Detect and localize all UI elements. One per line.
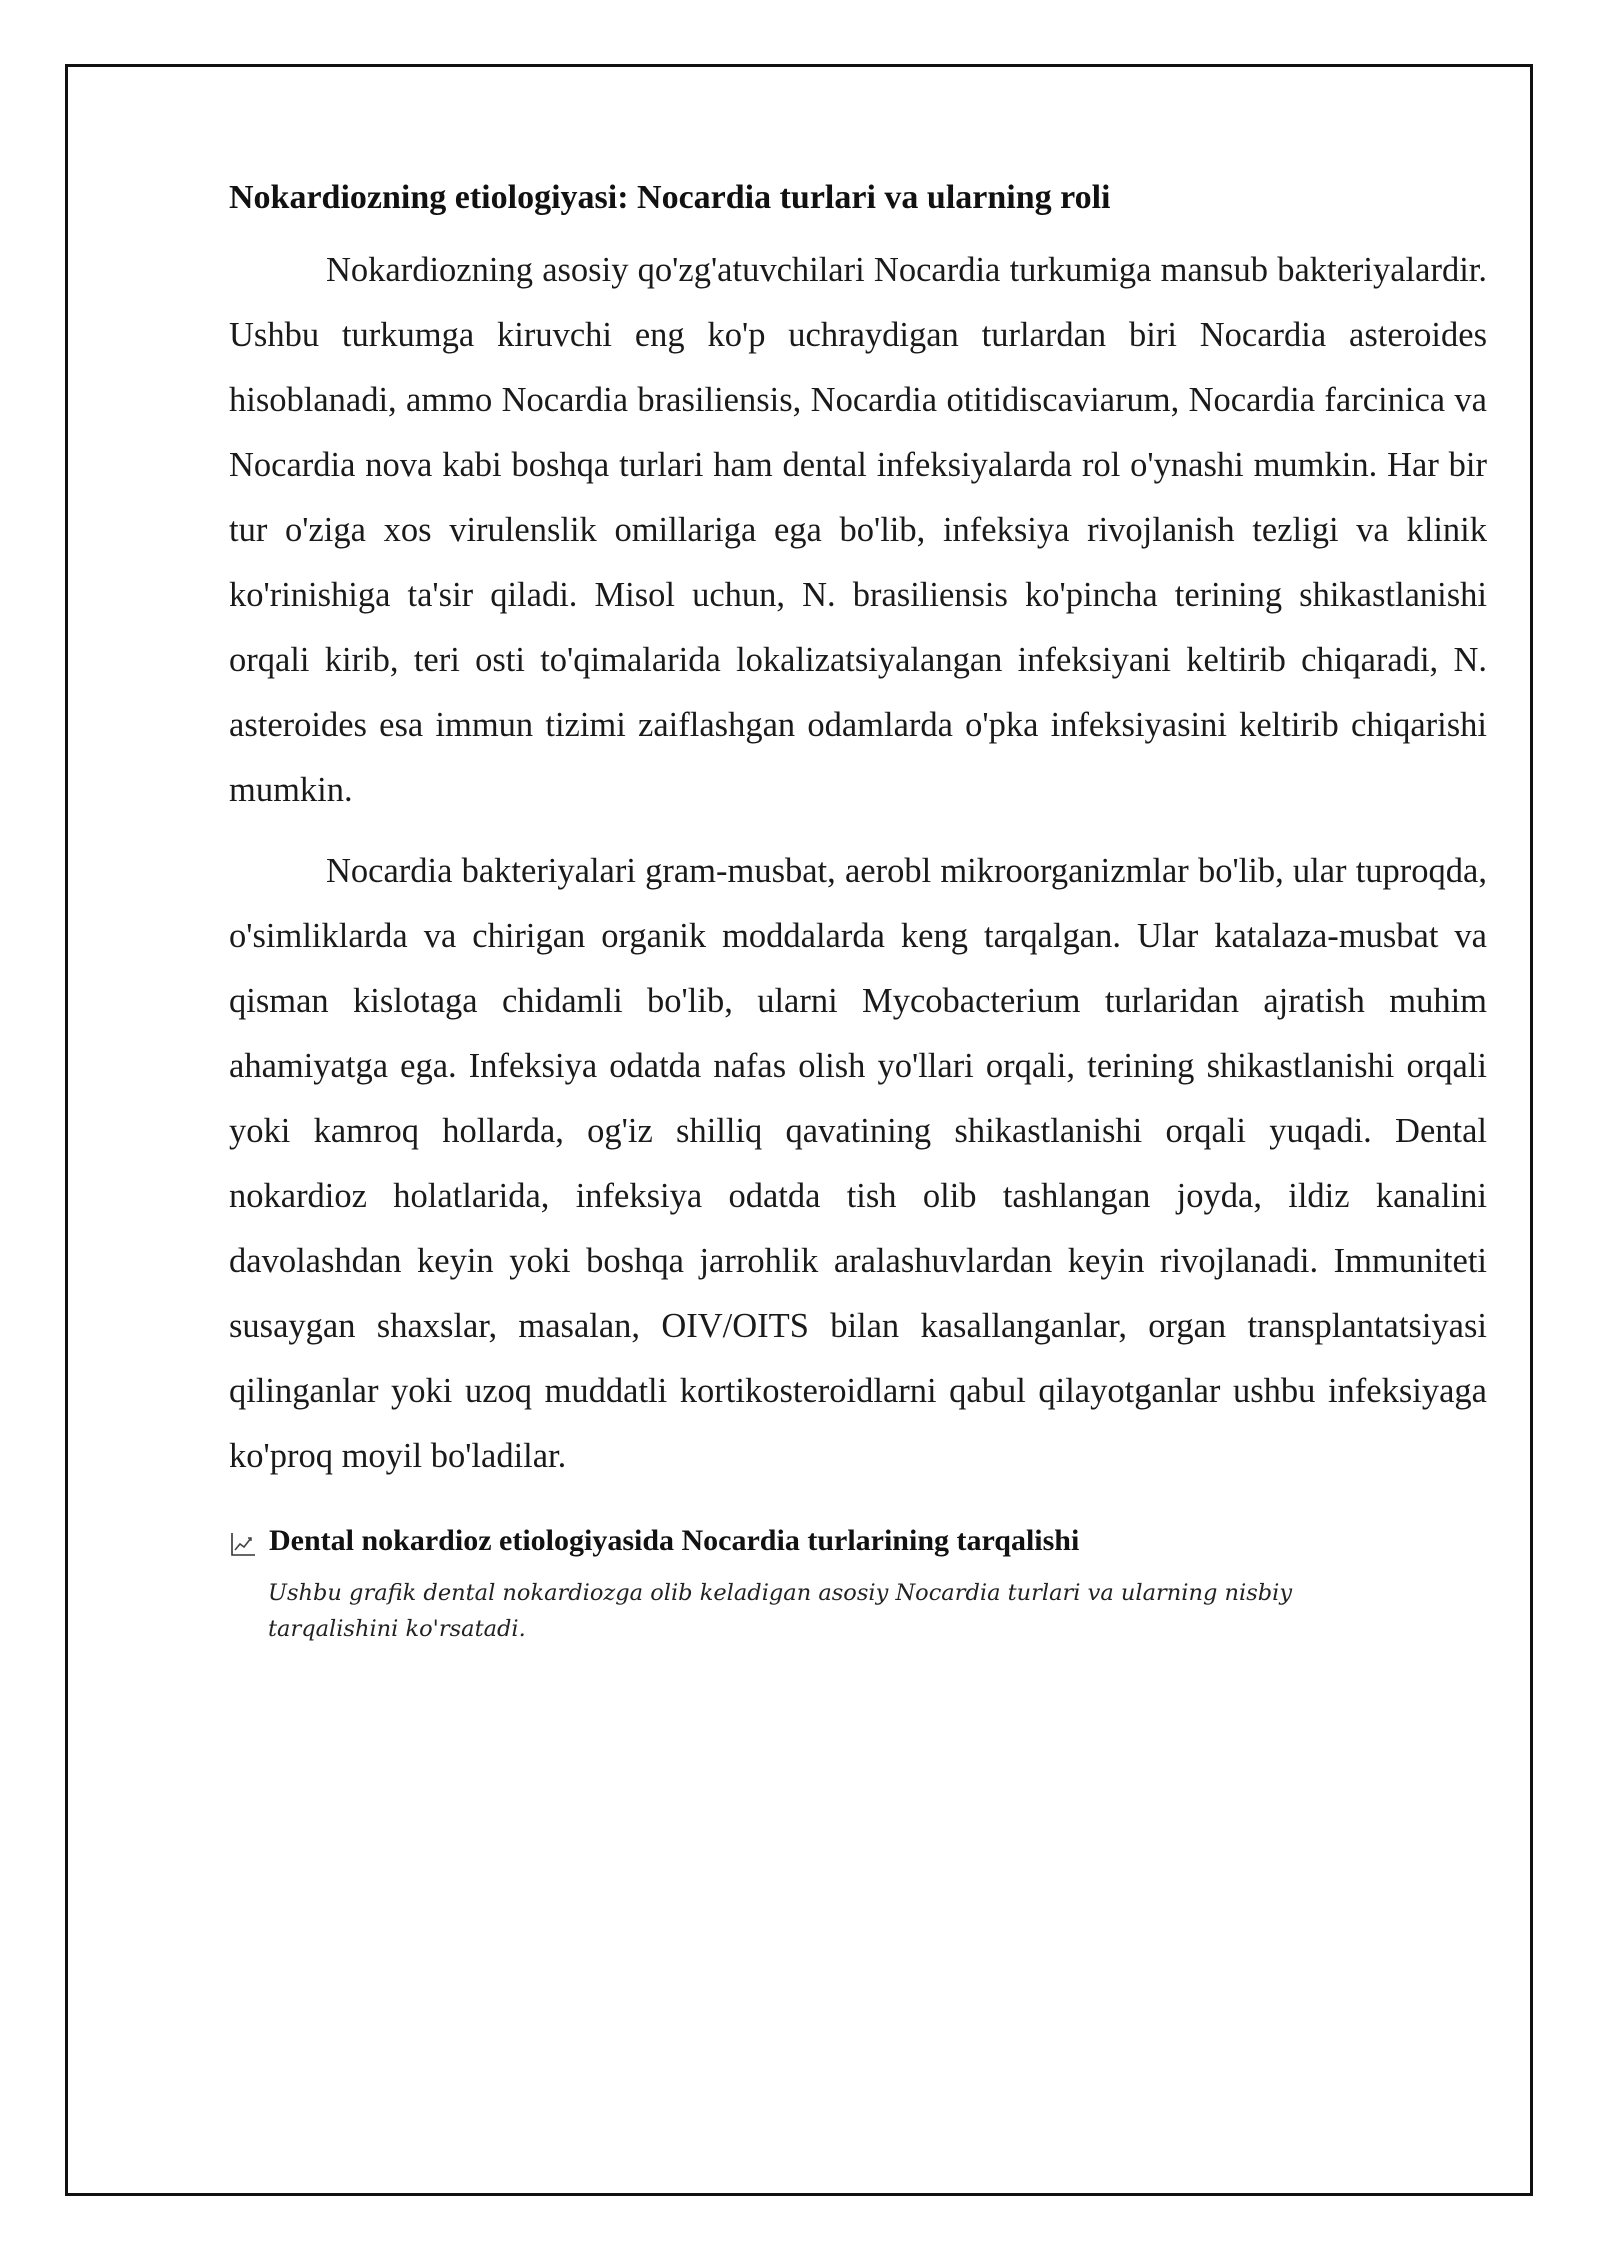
chart-caption: Ushbu grafik dental nokardiozga olib keladigan asosiy Nocardia turlari va ularning nisbiy tarqalishini ko'rsatadi. — [268, 1580, 1293, 1642]
chart-placeholder — [229, 1519, 1487, 1647]
document-content — [229, 170, 1487, 1647]
paragraph-1: Nokardiozning asosiy qo'zg'atuvchilari Nocardia turkumiga mansub bakteriyalardir. Ushbu turkumga kiruvchi eng ko'p uchraydigan turlardan biri Nocardia asteroides hisoblanadi, ammo Nocardia brasiliensis, Nocardia otitidiscaviarum, Nocardia farcinica va Nocardia nova kabi boshqa turlari ham dental infeksiyalarda rol o'ynashi mumkin. Har bir tur o'ziga xos virulenslik omillariga ega bo'lib, infeksiya rivojlanish tezligi va klinik ko'rinishiga ta'sir qiladi. Misol uchun, N. brasiliensis ko'pincha terining shikastlanishi orqali kirib, teri osti to'qimalarida lokalizatsiyalangan infeksiyani keltirib chiqaradi, N. asteroides esa immun tizimi zaiflashgan odamlarda o'pka infeksiyasini keltirib chiqarishi mumkin. — [229, 251, 1487, 809]
chart-heading — [229, 1519, 1487, 1563]
paragraph-2: Nocardia bakteriyalari gram-musbat, aerobl mikroorganizmlar bo'lib, ular tuproqda, o'simliklarda va chirigan organik moddalarda keng tarqalgan. Ular katalaza-musbat va qisman kislotaga chidamli bo'lib, ularni Mycobacterium turlaridan ajratish muhim ahamiyatga ega. Infeksiya odatda nafas olish yo'llari orqali, terining shikastlanishi orqali yoki kamroq hollarda, og'iz shilliq qavatining shikastlanishi orqali yuqadi. Dental nokardioz holatlarida, infeksiya odatda tish olib tashlangan joyda, ildiz kanalini davolashdan keyin yoki boshqa jarrohlik aralashuvlardan keyin rivojlanadi. Immuniteti susaygan shaxslar, masalan, OIV/OITS bilan kasallanganlar, organ transplantatsiyasi qilinganlar yoki uzoq muddatli kortikosteroidlarni qabul qilayotganlar ushbu infeksiyaga ko'proq moyil bo'ladilar. — [229, 852, 1487, 1475]
chart-title: Dental nokardioz etiologiyasida Nocardia turlarining tarqalishi — [269, 1524, 1080, 1557]
chart-line-icon — [229, 1527, 257, 1555]
section-heading: Nokardiozning etiologiyasi: Nocardia turlari va ularning roli — [229, 179, 1111, 216]
